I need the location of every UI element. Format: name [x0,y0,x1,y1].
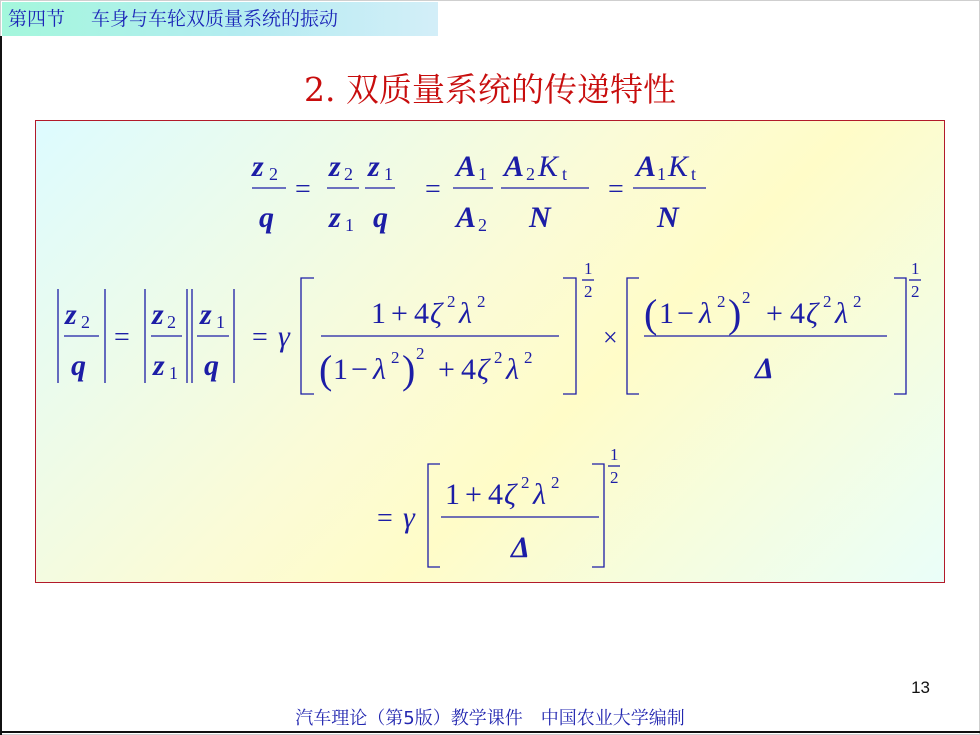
eq1-k-var: K [538,150,559,183]
eq2-lambda: λ [835,297,848,330]
eq2-z-var: z [65,298,77,331]
formula-panel [35,120,945,583]
eq1-sub: 2 [269,164,278,184]
eq1-z-var: z [252,150,264,183]
eq2-minus: − [677,297,694,330]
eq3-sq: 2 [551,473,560,492]
eq2-zeta: ζ [806,297,819,330]
eq2-sq: 2 [447,292,456,311]
eq3-exp-num: 1 [610,445,619,464]
left-border-rule [0,36,2,735]
eq1-sub: 1 [345,215,354,235]
eq2-gamma: γ [278,320,290,353]
eq1-a-var: A [636,150,657,183]
eq1-n-var: N [529,201,551,234]
eq1-q-var: q [373,201,388,234]
eq1-equals: = [608,174,624,205]
eq1-a-var: A [504,150,525,183]
eq2-sq: 2 [391,348,400,367]
eq2-exp-num: 1 [911,259,920,278]
eq1-sub: 2 [478,215,487,235]
section-title: 车身与车轮双质量系统的振动 [91,8,339,30]
section-header-tab [2,2,438,36]
eq2-one: 1 [371,297,386,330]
eq3-equals: = [377,503,393,534]
eq2-zeta: ζ [430,297,443,330]
eq2-z-var: z [153,349,165,382]
eq2-lambda: λ [699,297,712,330]
eq2-exp-num: 1 [584,259,593,278]
eq2-four: 4 [461,353,476,386]
eq1-equals: = [295,174,311,205]
eq2-sq: 2 [416,344,425,363]
slide-title: 2. 双质量系统的传递特性 [304,70,676,109]
eq2-lambda: λ [373,353,386,386]
eq3-lambda: λ [533,478,546,511]
eq2-paren-open: ( [644,291,658,336]
eq2-sq: 2 [494,348,503,367]
formula-svg [36,121,944,582]
eq1-n-var: N [657,201,679,234]
eq2-exp-den: 2 [911,282,920,301]
eq1-sub: 1 [478,164,487,184]
eq2-q-var: q [71,349,86,382]
eq1-z-var: z [329,201,341,234]
eq2-q-var: q [204,349,219,382]
eq3-sq: 2 [521,473,530,492]
eq2-zeta: ζ [477,353,490,386]
eq2-times: × [603,323,618,352]
eq2-sq: 2 [524,348,533,367]
eq2-z-var: z [200,298,212,331]
bottom-border-rule [0,731,980,733]
eq1-a-var: A [456,201,477,234]
eq3-plus: + [465,478,482,511]
eq2-sq: 2 [477,292,486,311]
eq1-sub: 2 [526,164,535,184]
eq1-z-var: z [368,150,380,183]
eq3-exp-den: 2 [610,468,619,487]
eq2-sub: 2 [167,312,176,332]
eq2-exp-den: 2 [584,282,593,301]
eq1-z-var: z [329,150,341,183]
eq2-lambda: λ [506,353,519,386]
eq2-sq: 2 [717,292,726,311]
eq2-sub: 2 [81,312,90,332]
eq3-four: 4 [488,478,503,511]
eq3-delta: Δ [511,531,530,564]
eq2-four: 4 [790,297,805,330]
eq2-paren-close: ) [728,291,742,336]
eq1-equals: = [425,174,441,205]
eq2-sq: 2 [853,292,862,311]
eq1-a-var: A [456,150,477,183]
eq1-sub: 2 [344,164,353,184]
eq1-t-sub: t [691,164,697,184]
eq1-q-var: q [259,201,274,234]
eq2-plus: + [391,297,408,330]
eq2-one: 1 [333,353,348,386]
eq3-gamma: γ [403,501,415,534]
eq2-lambda: λ [459,297,472,330]
section-label: 第四节 [8,8,66,30]
eq2-sq: 2 [823,292,832,311]
eq1-t-sub: t [562,164,568,184]
eq1-sub: 1 [384,164,393,184]
eq2-sq: 2 [742,288,751,307]
eq2-equals: = [114,322,130,353]
footer-text: 汽车理论（第5版）教学课件 中国农业大学编制 [295,708,685,729]
page-number: 13 [911,678,930,697]
eq2-sub: 1 [216,312,225,332]
eq2-sub: 1 [169,363,178,383]
eq3-one: 1 [445,478,460,511]
eq2-one: 1 [659,297,674,330]
eq2-four: 4 [414,297,429,330]
eq1-sub: 1 [657,164,666,184]
eq2-z-var: z [152,298,164,331]
eq2-plus: + [766,297,783,330]
eq2-paren-open: ( [319,347,333,392]
eq2-plus: + [438,353,455,386]
eq2-paren-close: ) [402,347,416,392]
eq2-delta: Δ [755,352,774,385]
eq1-k-var: K [668,150,689,183]
eq3-zeta: ζ [504,478,517,511]
eq2-minus: − [351,353,368,386]
eq2-equals: = [252,322,268,353]
